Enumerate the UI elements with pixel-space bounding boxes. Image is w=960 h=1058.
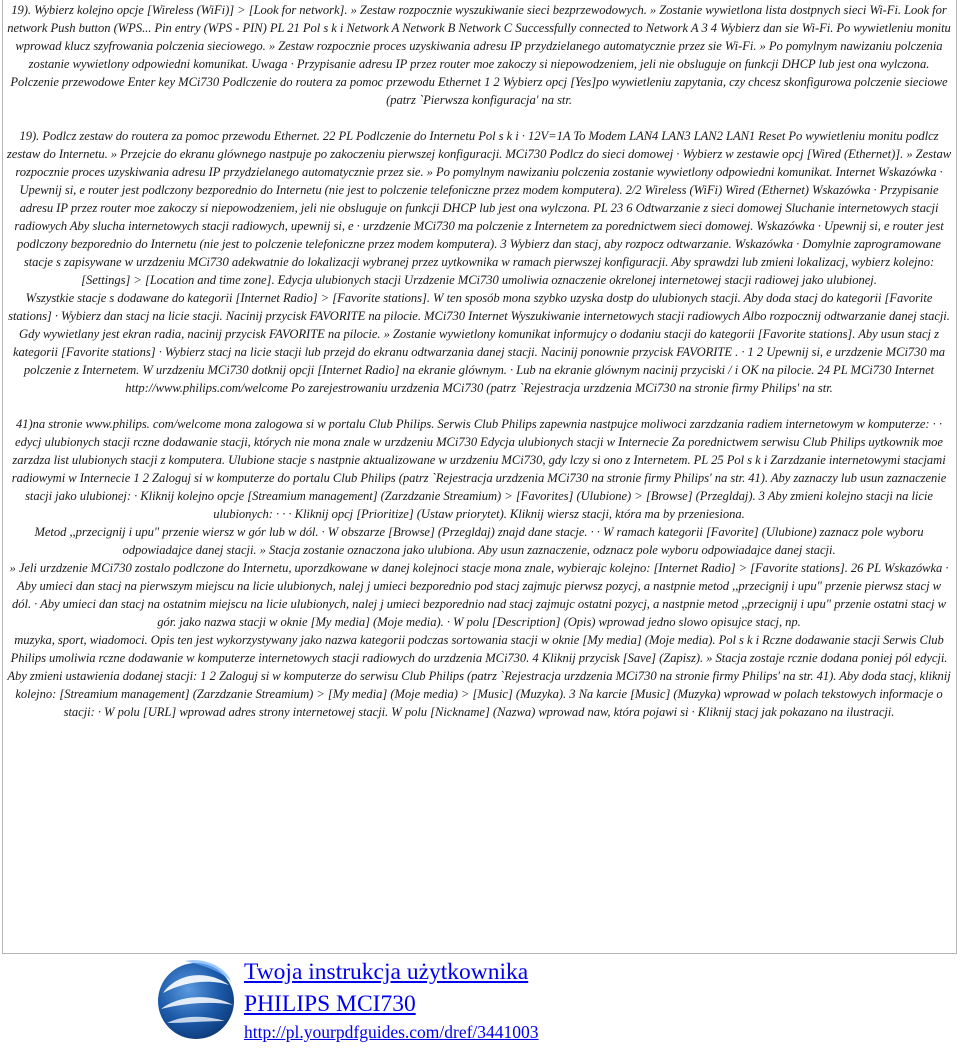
paragraph-2: 19). Podlcz zestaw do routera za pomoc przewodu Ethernet. 22 PL Podlczenie do Internetu Pol s k i · 12V=1A To Modem LAN4 LAN3 LAN2 LAN1 Reset Po wywietleniu monitu podlcz zestaw do Internetu. » Przejcie do ekranu glównego nastpuje po zakoczeniu pierwszej konfiguracji. MCi730 Podlcz do sieci domowej · Wybierz w zestawie opcj [Wired (Ethernet)]. » Zestaw rozpocznie proces uzyskiwania adresu IP przydzielanego automatycznie przez sie. » Po pomylnym nawizaniu polczenia zostanie wywietlony odpowiedni komunikat. Internet Wskazówka · Upewnij si, e router jest podlczony bezporednio do Internetu (nie jest to polczenie telefoniczne przez modem komputera). 2/2 Wireless (WiFi) Wired (Ethernet) Wskazówka · Przypisanie adresu IP przez router moe zakoczy si niepowodzeniem, jeli nie obsluguje on funkcji DHCP lub jest ona wylczona. PL 23 6 Odtwarzanie z sieci domowej Sluchanie internetowych stacji radiowych Aby slucha internetowych stacji radiowych, upewnij si, e · urzdzenie MCi730 ma polczenie z Internetem za porednictwem sieci domowej. Wskazówka · Upewnij si, e router jest podlczony bezporednio do Internetu (nie jest to polczenie telefoniczne przez modem komputera). 3 Wybierz dan stacj, aby rozpocz odtwarzanie. Wskazówka · Domylnie zaprogramowane stacje s zapisywane w urzdzeniu MCi730 adekwatnie do lokalizacji wybranej przez uytkownika w ramach pierwszej konfiguracji. Aby sprawdzi lub zmieni lokalizacj, wybierz kolejno: [Settings] > [Location and time zone]. Edycja ulubionych stacji Urzdzenie MCi730 umoliwia oznaczenie okrelonej internetowej stacji radiowej jako ulubionej. — [6, 129, 952, 287]
footer-url-link[interactable]: http://pl.yourpdfguides.com/dref/3441003 — [244, 1022, 539, 1042]
globe-logo-icon — [155, 955, 237, 1043]
footer-title-link[interactable]: Twoja instrukcja użytkownika — [244, 959, 529, 985]
paragraph-4: Gdy wywietlany jest ekran radia, nacinij przycisk FAVORITE na pilocie. » Zostanie wywietlony komunikat informujcy o dodaniu stacji do kategorii [Favorite stations]. Aby usun stacj z kategorii [Favorite stations] · Wybierz stacj na licie stacji lub przejd do ekranu odtwarzania danej stacji. Nacinij ponownie przycisk FAVORITE . · 1 2 Upewnij si, e urzdzenie MCi730 ma polczenie z Internetem. W urzdzeniu MCi730 dotknij opcji [Internet Radio] na ekranie glównym. · Lub na ekranie glównym nacinij przyciski / i OK na pilocie. 24 PL MCi730 Internet http://www.philips.com/welcome Po zarejestrowaniu urzdzenia MCi730 (patrz `Rejestracja urzdzenia MCi730 na stronie firmy Philips' na str. — [12, 327, 946, 395]
document-body — [6, 1, 952, 721]
paragraph-6: Metod ,,przecignij i upu" przenie wiersz w gór lub w dól. · W obszarze [Browse] (Przegldaj) znajd dane stacje. · · W ramach kategorii [Favorite] (Ulubione) zaznacz pole wyboru odpowiadajce danej stacji. » Stacja zostanie oznaczona jako ulubiona. Aby usun zaznaczenie, odznacz pole wyboru odpowiadajce danej stacji. — [34, 525, 924, 557]
paragraph-7: » Jeli urzdzenie MCi730 zostalo podlczone do Internetu, uporzdkowane w danej kolejnoci stacje mona znale, wybierajc kolejno: [Internet Radio] > [Favorite stations]. 26 PL Wskazówka · Aby umieci dan stacj na pierwszym miejscu na licie ulubionych, nalej j umieci bezporednio pod stacj zajmujc pierwsz pozycj, a nastpnie metod ,,przecignij i upu" przenie pierwsz stacj w dól. · Aby umieci dan stacj na ostatnim miejscu na licie ulubionych, nalej j umieci bezporednio nad stacj zajmujc ostatni pozycj, a nastpnie metod ,,przecignij i upu" przenie ostatni stacj w gór. jako nazwa stacji w oknie [My media] (Moje media). · W polu [Description] (Opis) wprowad jedno slowo opisujce stacj, np. — [9, 561, 949, 629]
paragraph-8: muzyka, sport, wiadomoci. Opis ten jest wykorzystywany jako nazwa kategorii podczas sortowania stacji w oknie [My media] (Moje media). Pol s k i Rczne dodawanie stacji Serwis Club Philips umoliwia rczne dodawanie w komputerze internetowych stacji radiowych do urzdzenia MCi730. 4 Kliknij przycisk [Save] (Zapisz). » Stacja zostaje rcznie dodana poniej pól edycji. Aby zmieni ustawienia dodanej stacji: 1 2 Zaloguj si w komputerze do serwisu Club Philips (patrz `Rejestracja urzdzenia MCi730 na stronie firmy Philips' na str. 41). Aby doda stacj, kliknij kolejno: [Streamium management] (Zarzdzanie Streamium) > [My media] (Moje media) > [Music] (Muzyka). 3 Na karcie [Music] (Muzyka) wprowad w polach tekstowych informacje o stacji: · W polu [URL] wprowad adres strony internetowej stacji. W polu [Nickname] (Nazwa) wprowad naw, która pojawi si · Kliknij stacj jak pokazano na ilustracji. — [7, 633, 951, 719]
footer-product-link[interactable]: PHILIPS MCI730 — [244, 991, 416, 1017]
paragraph-1: 19). Wybierz kolejno opcje [Wireless (WiFi)] > [Look for network]. » Zestaw rozpocznie wyszukiwanie sieci bezprzewodowych. » Zostanie wywietlona lista dostpnych sieci Wi-Fi. Look for network Push button (WPS... Pin entry (WPS - PIN) PL 21 Pol s k i Network A Network B Network C Successfully connected to Network A 3 4 Wybierz dan sie Wi-Fi. Po wywietleniu monitu wprowad klucz szyfrowania polczenia sieciowego. » Zestaw rozpocznie proces uzyskiwania adresu IP przydzielanego automatycznie przez sie Wi-Fi. » Po pomylnym nawizaniu polczenia zostanie wywietlony odpowiedni komunikat. Uwaga · Przypisanie adresu IP przez router moe zakoczy si niepowodzeniem, jeli nie obsluguje on funkcji DHCP lub jest ona wylczona. Polczenie przewodowe Enter key MCi730 Podlczenie do routera za pomoc przewodu Ethernet 1 2 Wybierz opcj [Yes]po wywietleniu zapytania, czy chcesz skonfigurowa polczenie sieciowe (patrz `Pierwsza konfiguracja' na str. — [7, 3, 951, 107]
paragraph-3: Wszystkie stacje s dodawane do kategorii [Internet Radio] > [Favorite stations]. W ten sposób mona szybko uzyska dostp do ulubionych stacji. Aby doda stacj do kategorii [Favorite stations] · Wybierz dan stacj na licie stacji. Nacinij przycisk FAVORITE na pilocie. MCi730 Internet Wyszukiwanie internetowych stacji radiowych Albo rozpocznij odtwarzanie danej stacji. — [8, 291, 950, 323]
paragraph-5: 41)na stronie www.philips. com/welcome mona zalogowa si w portalu Club Philips. Serwis Club Philips zapewnia nastpujce moliwoci zarzdzania radiem internetowym w komputerze: · · edycj ulubionych stacji rczne dodawanie stacji, których nie mona znale w urzdzeniu MCi730 Edycja ulubionych stacji w Internecie Za porednictwem serwisu Club Philips uytkownik moe zarzdza list ulubionych stacji z komputera. Ulubione stacje s nastpnie aktualizowane w urzdzeniu MCi730, gdy lczy si ono z Internetem. PL 25 Pol s k i Zarzdzanie internetowymi stacjami radiowymi w Internecie 1 2 Zaloguj si w komputerze do portalu Club Philips (patrz `Rejestracja urzdzenia MCi730 na stronie firmy Philips' na str. 41). Aby zaznaczy lub usun zaznaczenie stacji jako ulubionej: · Kliknij kolejno opcje [Streamium management] (Zarzdzanie Streamium) > [Favorites] (Ulubione) > [Browse] (Przegldaj). 3 Aby zmieni kolejno stacji na licie ulubionych: · · · Kliknij opcj [Prioritize] (Ustaw priorytet). Kliknij wiersz stacji, która ma by przeniesiona. — [11, 417, 947, 521]
footer — [155, 955, 855, 1055]
